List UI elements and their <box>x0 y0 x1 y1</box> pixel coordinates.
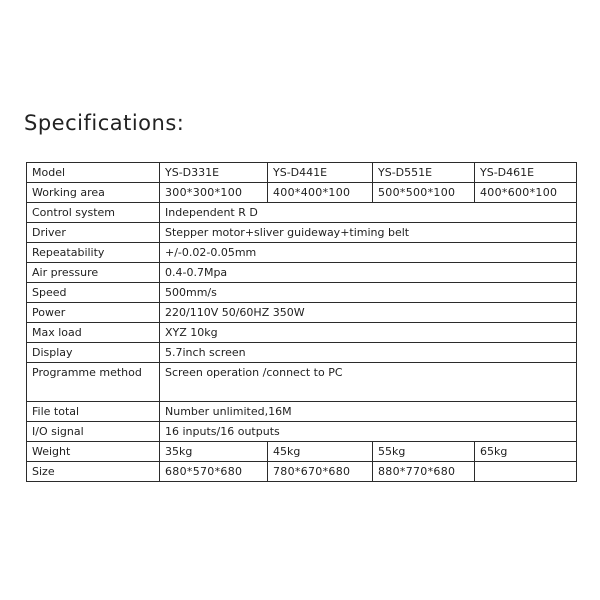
size-cell <box>475 462 577 482</box>
table-row-air-pressure <box>27 263 577 283</box>
control-system-value: Independent R D <box>160 203 577 223</box>
row-label: Repeatability <box>27 243 160 263</box>
working-area-cell: 500*500*100 <box>373 183 475 203</box>
row-label: I/O signal <box>27 422 160 442</box>
row-label: Display <box>27 343 160 363</box>
working-area-cell: 400*400*100 <box>268 183 373 203</box>
table-row-model <box>27 163 577 183</box>
table-row-max-load <box>27 323 577 343</box>
row-label: Power <box>27 303 160 323</box>
table-row-driver <box>27 223 577 243</box>
table-row-file-total <box>27 402 577 422</box>
table-row-speed <box>27 283 577 303</box>
table-row-size <box>27 462 577 482</box>
model-cell: YS-D461E <box>475 163 577 183</box>
size-cell: 680*570*680 <box>160 462 268 482</box>
specifications-table <box>26 162 577 482</box>
page-title: Specifications: <box>24 111 185 135</box>
row-label: Working area <box>27 183 160 203</box>
display-value: 5.7inch screen <box>160 343 577 363</box>
size-cell: 780*670*680 <box>268 462 373 482</box>
max-load-value: XYZ 10kg <box>160 323 577 343</box>
row-label: Weight <box>27 442 160 462</box>
row-label: File total <box>27 402 160 422</box>
model-cell: YS-D551E <box>373 163 475 183</box>
working-area-cell: 300*300*100 <box>160 183 268 203</box>
table-row-weight <box>27 442 577 462</box>
size-cell: 880*770*680 <box>373 462 475 482</box>
row-label: Model <box>27 163 160 183</box>
table-row-repeatability <box>27 243 577 263</box>
weight-cell: 55kg <box>373 442 475 462</box>
air-pressure-value: 0.4-0.7Mpa <box>160 263 577 283</box>
file-total-value: Number unlimited,16M <box>160 402 577 422</box>
model-cell: YS-D331E <box>160 163 268 183</box>
row-label: Air pressure <box>27 263 160 283</box>
weight-cell: 45kg <box>268 442 373 462</box>
weight-cell: 35kg <box>160 442 268 462</box>
programme-method-value: Screen operation /connect to PC <box>160 363 577 402</box>
row-label: Programme method <box>27 363 160 402</box>
row-label: Driver <box>27 223 160 243</box>
table-row-control-system <box>27 203 577 223</box>
row-label: Speed <box>27 283 160 303</box>
table-row-power <box>27 303 577 323</box>
row-label: Max load <box>27 323 160 343</box>
io-signal-value: 16 inputs/16 outputs <box>160 422 577 442</box>
model-cell: YS-D441E <box>268 163 373 183</box>
driver-value: Stepper motor+sliver guideway+timing belt <box>160 223 577 243</box>
row-label: Size <box>27 462 160 482</box>
working-area-cell: 400*600*100 <box>475 183 577 203</box>
weight-cell: 65kg <box>475 442 577 462</box>
speed-value: 500mm/s <box>160 283 577 303</box>
power-value: 220/110V 50/60HZ 350W <box>160 303 577 323</box>
table-row-io-signal <box>27 422 577 442</box>
table-row-programme-method <box>27 363 577 402</box>
table-row-display <box>27 343 577 363</box>
repeatability-value: +/-0.02-0.05mm <box>160 243 577 263</box>
table-row-working-area <box>27 183 577 203</box>
row-label: Control system <box>27 203 160 223</box>
